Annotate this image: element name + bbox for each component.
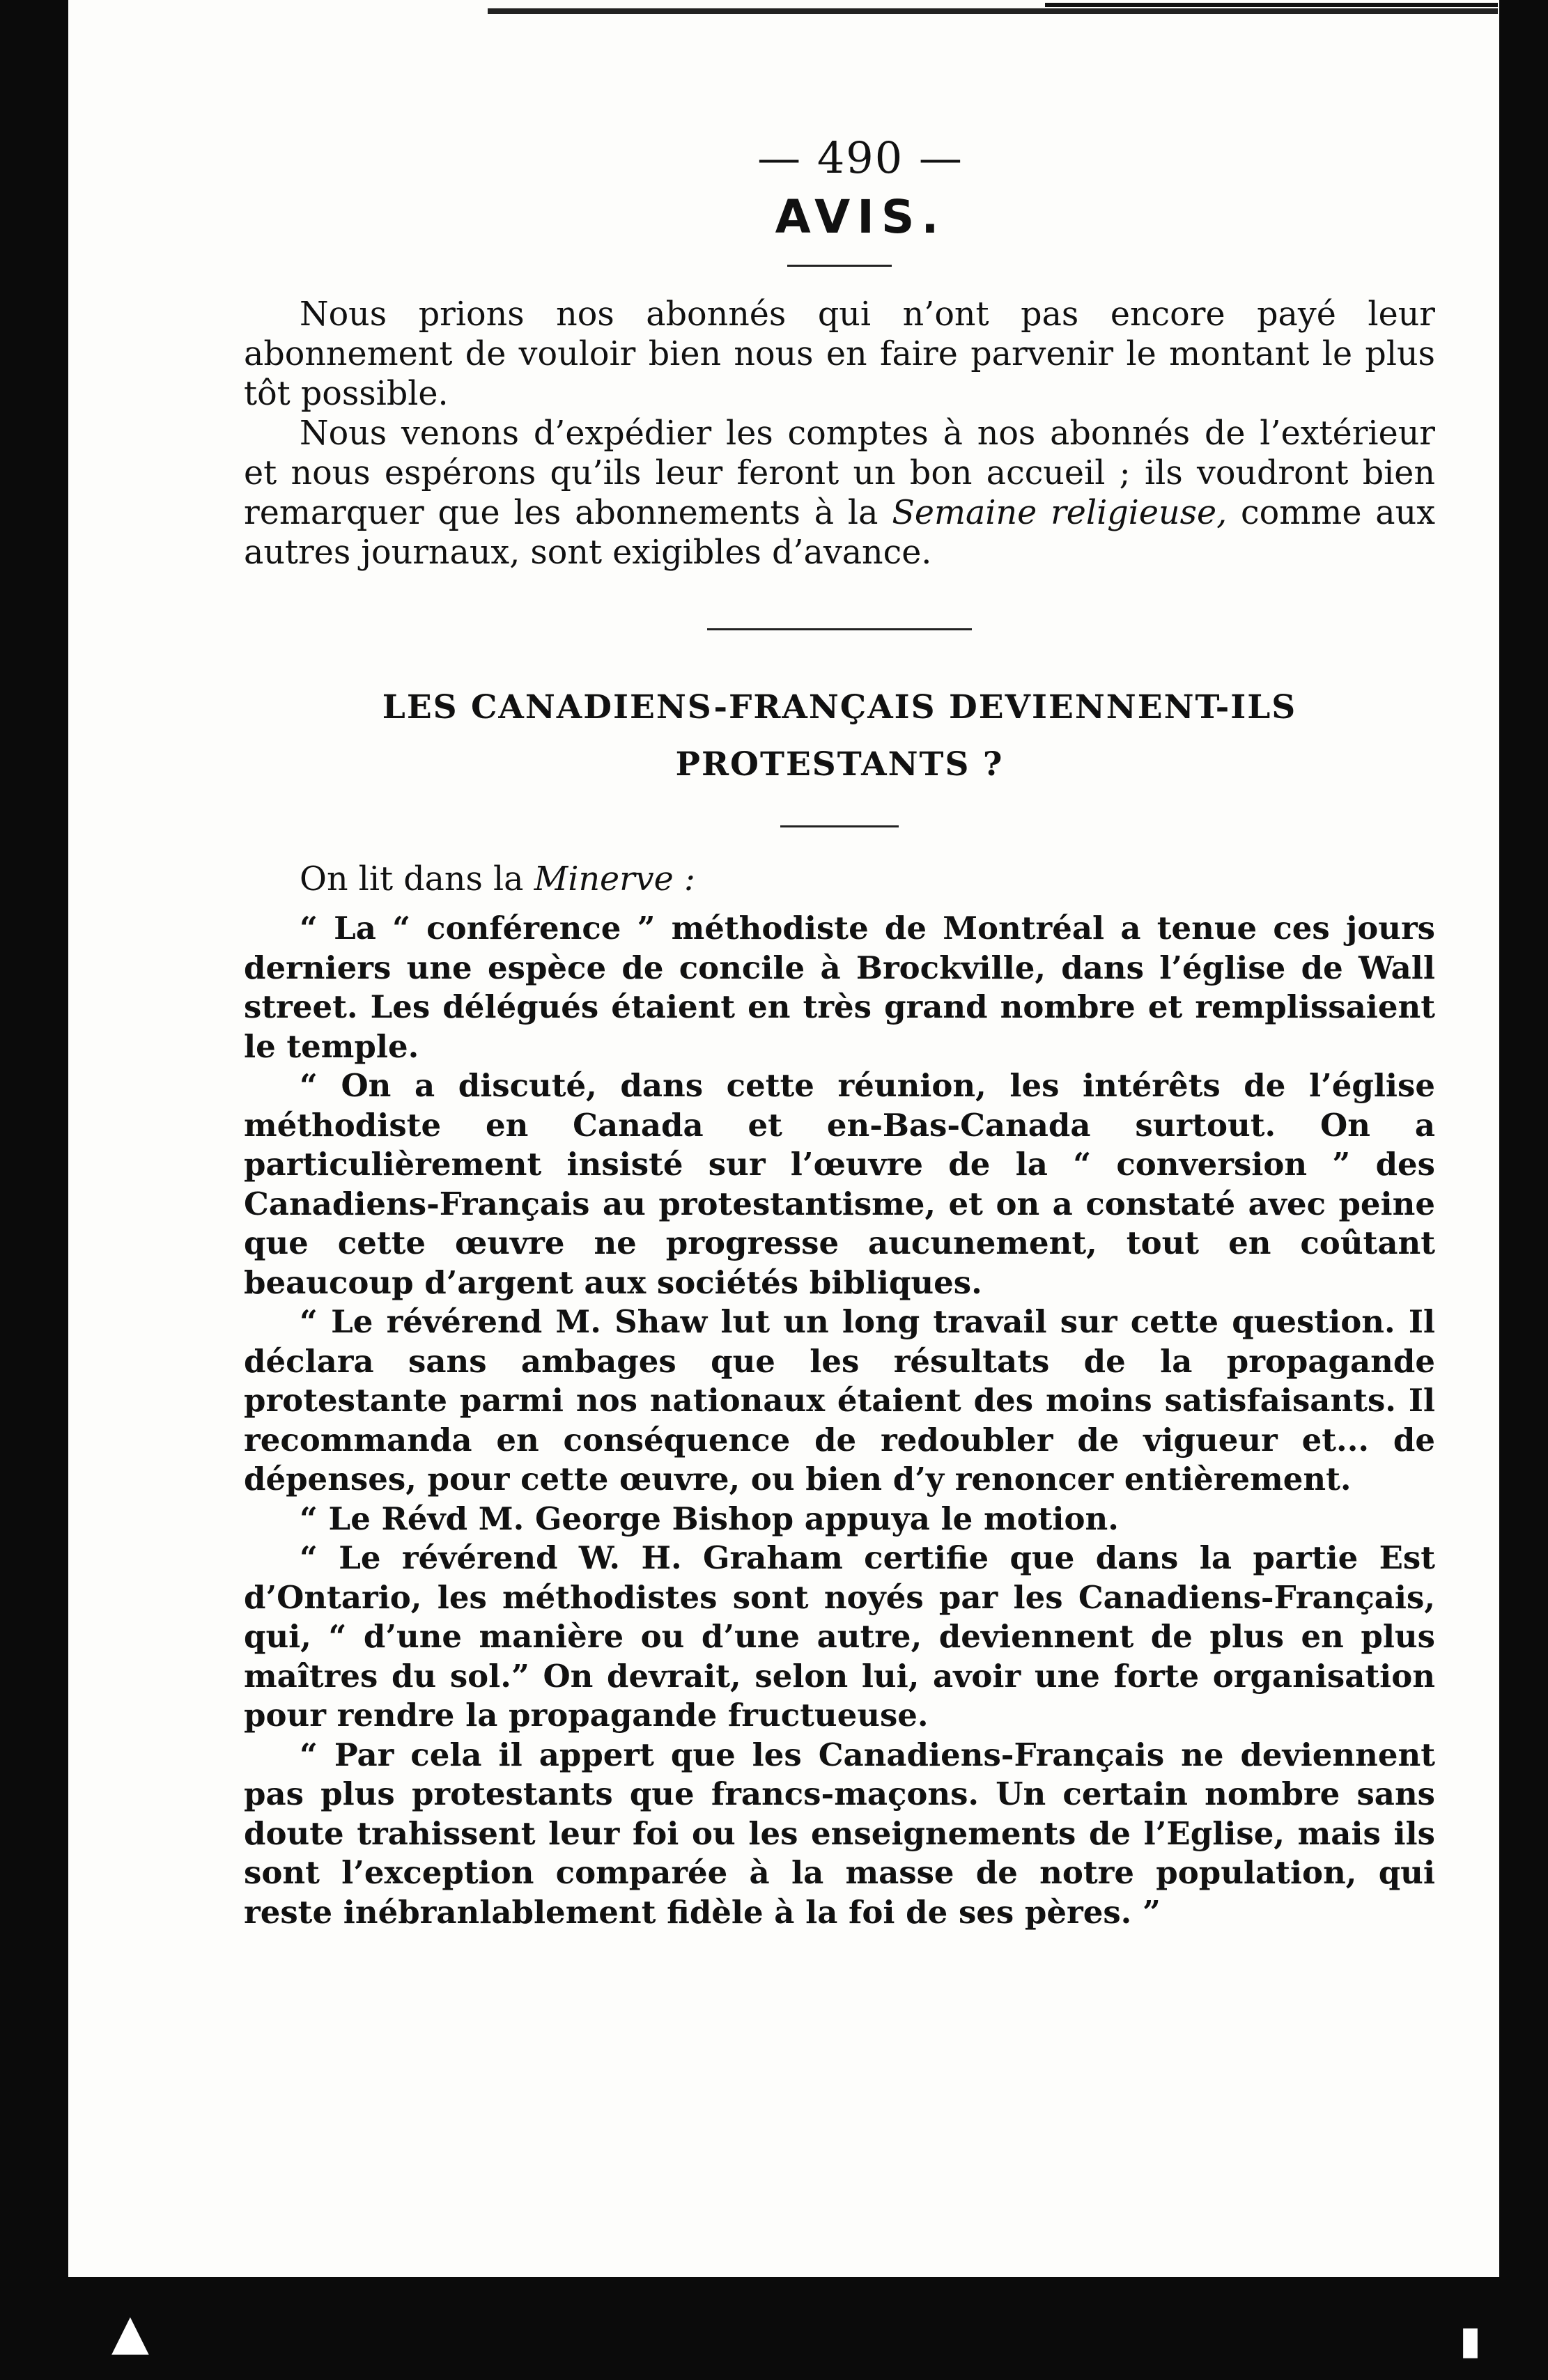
article-paragraph: “ Le révérend W. H. Graham certifie que dans la partie Est d’Ontario, les méthodistes sont noyés par les Canadiens-Français, qui, “ d’une manière ou d’une autre, deviennent de plus en plus maîtres du sol.” On devrait, selon lui, avoir une forte organisation pour rendre la propagande fructueuse. bbox=[244, 1539, 1435, 1734]
article-intro-prefix: On lit dans la bbox=[300, 860, 534, 899]
scan-mark-icon: ▲ bbox=[111, 2303, 149, 2360]
notice-section bbox=[244, 295, 1435, 573]
notice-text: Nous venons d’expédier les comptes à nos abonnés de l’extérieur et nous espérons qu’ils leur feront un bon accueil ; ils voudront bien remarquer que les abonnements à la bbox=[244, 414, 1435, 532]
article-paragraph: “ Le révérend M. Shaw lut un long travail sur cette question. Il déclara sans ambages que les résultats de la propagande protestante parmi nos nationaux étaient des moins satisfaisants. Il recommanda en conséquence de redoubler de vigueur et... de dépenses, pour cette œuvre, ou bien d’y renoncer entièrement. bbox=[244, 1303, 1435, 1498]
divider bbox=[787, 265, 892, 267]
divider bbox=[780, 825, 899, 827]
notice-title: AVIS. bbox=[775, 190, 946, 244]
journal-name: Semaine religieuse, bbox=[892, 494, 1228, 532]
article-paragraph: “ Le Révd M. George Bishop appuya le motion. bbox=[300, 1500, 1119, 1537]
page-number: — 490 — bbox=[757, 132, 963, 183]
article-paragraph: “ La “ conférence ” méthodiste de Montréal a tenue ces jours derniers une espèce de concile à Brockville, dans l’église de Wall street. Les délégués étaient en très grand nombre et remplissaient le temple. bbox=[244, 910, 1435, 1065]
article-source: Minerve : bbox=[534, 860, 695, 899]
article-title-line-1: LES CANADIENS-FRANÇAIS DEVIENNENT-ILS bbox=[382, 688, 1297, 726]
scan-border-right bbox=[1499, 0, 1548, 2380]
divider bbox=[707, 628, 972, 630]
scan-top-rule bbox=[488, 8, 1498, 14]
scan-border-left bbox=[0, 0, 68, 2380]
article-intro bbox=[244, 860, 1435, 899]
article-title-line-2: PROTESTANTS ? bbox=[675, 745, 1004, 784]
notice-paragraph bbox=[244, 414, 1435, 573]
article-section bbox=[244, 679, 1435, 1932]
article-paragraph: “ Par cela il appert que les Canadiens-Français ne deviennent pas plus protestants que francs-maçons. Un certain nombre sans doute trahissent leur foi ou les enseignements de l’Eglise, mais ils sont l’exception comparée à la masse de notre population, qui reste inébranlablement fidèle à la foi de ses pères. ” bbox=[244, 1736, 1435, 1931]
page-content bbox=[244, 111, 1435, 1932]
scan-mark-right-icon: ▮ bbox=[1460, 2318, 1481, 2363]
notice-paragraph: Nous prions nos abonnés qui n’ont pas encore payé leur abonnement de vouloir bien nous en faire parvenir le montant le plus tôt possible. bbox=[244, 295, 1435, 413]
scan-border-bottom bbox=[0, 2277, 1548, 2380]
notice-text: comme aux autres journaux, sont exigibles d’avance. bbox=[244, 494, 1435, 572]
article-paragraph: “ On a discuté, dans cette réunion, les intérêts de l’église méthodiste en Canada et en-Bas-Canada surtout. On a particulièrement insisté sur l’œuvre de la “ conversion ” des Canadiens-Français au protestantisme, et on a constaté avec peine que cette œuvre ne progresse aucunement, tout en coûtant beaucoup d’argent aux sociétés bibliques. bbox=[244, 1067, 1435, 1301]
article-title bbox=[244, 679, 1435, 793]
scan-top-rule-secondary bbox=[1045, 3, 1498, 7]
